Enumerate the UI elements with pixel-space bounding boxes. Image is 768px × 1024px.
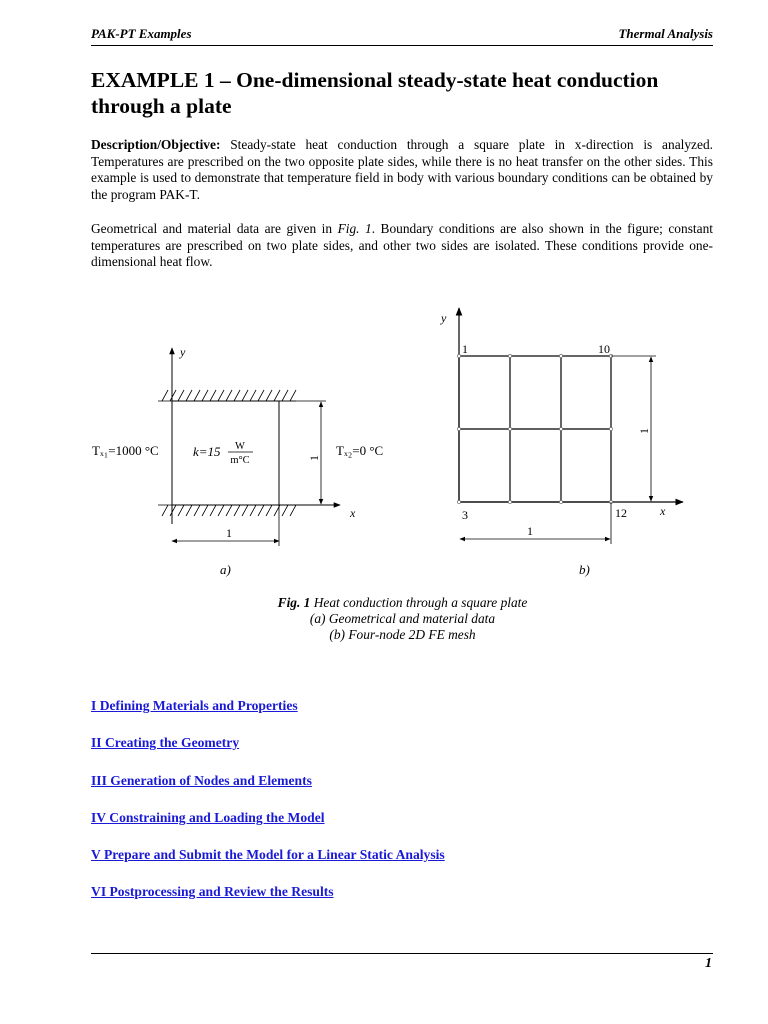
figure-a-label: a) [220,562,231,577]
link-prepare-submit-analysis[interactable]: V Prepare and Submit the Model for a Linear Static Analysis [91,847,445,862]
header-rule [91,45,713,46]
height-dim-label: 1 [307,455,321,461]
figure-caption-label: Fig. 1 [277,595,311,610]
node-label-top-left: 1 [462,342,468,356]
plate [172,401,279,505]
header-right: Thermal Analysis [618,26,713,41]
height-dim-label: 1 [637,428,651,434]
y-axis-label: y [441,311,447,325]
conductivity-unit-denominator: m°C [230,455,250,466]
node-label-bottom-left: 3 [462,508,468,522]
width-dim-label: 1 [527,524,533,538]
bottom-insulation-hatch [158,505,296,516]
figure-a [92,345,383,577]
geometry-paragraph [91,221,713,271]
conductivity-label: k=15 [193,444,221,459]
figure-caption-line-1 [0,595,768,611]
right-temperature: Tₓ₂=0 °C [336,443,384,458]
description-label: Description/Objective: [91,137,221,152]
left-temperature: Tₓ₁=1000 °C [92,443,159,458]
conductivity-unit-numerator: W [235,441,245,452]
footer-rule [91,953,713,954]
geometry-text-after: . Boundary conditions are also shown in the figure; constant temperatures are prescribed on two plate sides, and other two sides are isolated. These conditions provide one-dimensional heat flow. [91,221,713,270]
x-axis-label: x [350,506,356,520]
link-generation-nodes-elements[interactable]: III Generation of Nodes and Elements [91,773,312,788]
geometry-text-before: Geometrical and material data are given in [91,221,338,236]
top-insulation-hatch [158,390,296,401]
figure-caption-line-3: (b) Four-node 2D FE mesh [329,627,476,642]
link-constraining-loading[interactable]: IV Constraining and Loading the Model [91,810,325,825]
figure-b-label: b) [579,562,590,577]
figure-1 [0,300,768,600]
link-defining-materials[interactable]: I Defining Materials and Properties [91,698,298,713]
x-axis-label: x [660,504,666,518]
y-axis-label: y [180,345,186,359]
node-label-bottom-right: 12 [615,506,627,520]
link-creating-geometry[interactable]: II Creating the Geometry [91,735,240,750]
node-label-top-right: 10 [598,342,610,356]
width-dim-label: 1 [226,526,232,540]
link-postprocessing-results[interactable]: VI Postprocessing and Review the Results [91,884,334,899]
description-paragraph [91,137,713,203]
description-text: Steady-state heat conduction through a square plate in x-direction is analyzed. Temperatures are prescribed on the two opposite plate sides, while there is no heat transfer on the other sides. This example is used to demonstrate that temperature field in body with various boundary conditions can be obtained by the program PAK-T. [91,137,713,202]
figure-b [440,308,683,577]
figure-caption-line-2: (a) Geometrical and material data [309,611,496,626]
page-number: 1 [705,956,712,971]
fe-mesh [459,356,611,502]
header-left: PAK-PT Examples [91,26,192,41]
page-title: EXAMPLE 1 – One-dimensional steady-state heat conduction through a plate [91,68,659,118]
figure-caption-title: Heat conduction through a square plate [310,595,528,610]
figure-reference: Fig. 1 [337,221,372,236]
